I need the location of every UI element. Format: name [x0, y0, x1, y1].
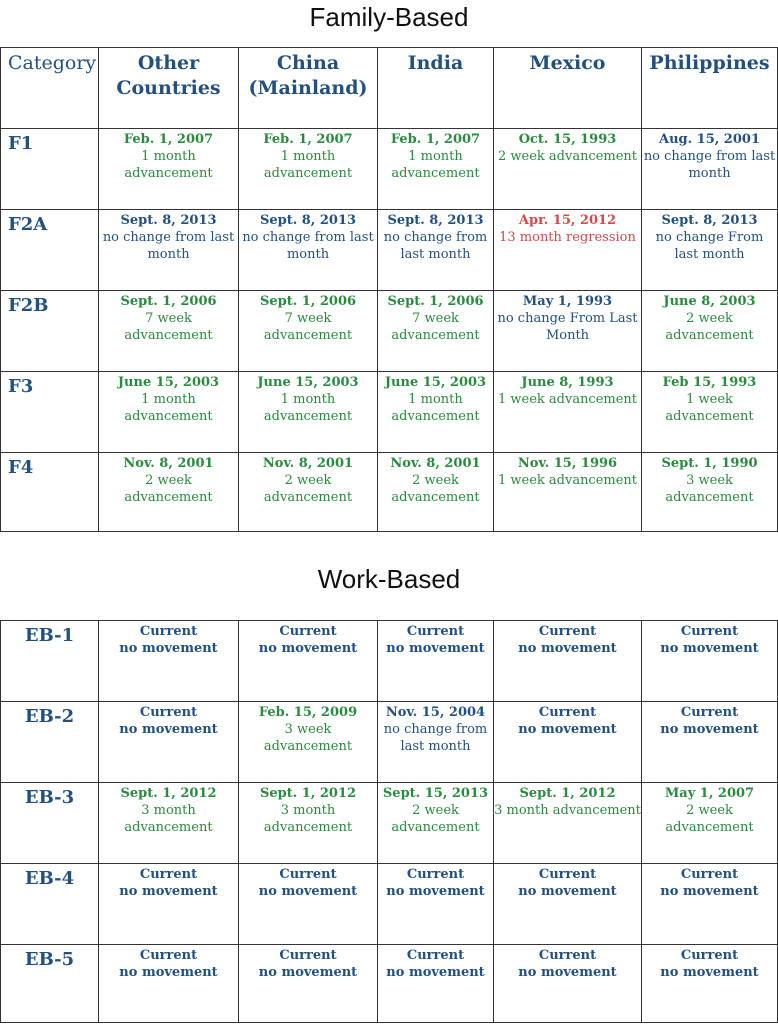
category-label: F2B [1, 291, 99, 372]
table-cell [494, 783, 642, 864]
category-label: EB-5 [1, 945, 99, 1023]
cell-date: Sept. 1, 2006 [259, 294, 357, 309]
table-cell [378, 621, 494, 702]
cell-note: no movement [518, 722, 617, 737]
table-cell [239, 210, 378, 291]
cell-date: June 15, 2003 [117, 375, 220, 390]
cell-date: Current [538, 624, 597, 639]
table-header-row [1, 48, 778, 129]
cell-note: 2 week advancement [391, 473, 480, 505]
cell-date: Current [279, 867, 337, 882]
table-cell [99, 210, 239, 291]
cell-date: Oct. 15, 1993 [518, 132, 617, 147]
cell-note: no change from last month [643, 149, 776, 181]
cell-date: Current [139, 624, 198, 639]
cell-note: 3 month advancement [124, 803, 213, 835]
cell-note: 3 week advancement [263, 722, 353, 754]
cell-date: Current [139, 705, 198, 720]
cell-note: no change from last month [383, 722, 488, 754]
table-cell [239, 945, 378, 1023]
column-header-india: India [378, 48, 494, 129]
table-cell [494, 291, 642, 372]
cell-note: 3 month advancement [494, 803, 641, 818]
table-row [1, 864, 778, 945]
table-cell [239, 129, 378, 210]
table-cell [642, 783, 778, 864]
table-cell [99, 291, 239, 372]
cell-note: 2 week advancement [124, 473, 213, 505]
table-row [1, 945, 778, 1023]
table-cell [378, 783, 494, 864]
cell-date: Feb. 1, 2007 [390, 132, 481, 147]
table-cell [239, 783, 378, 864]
cell-note: no movement [518, 884, 617, 899]
cell-note: no change From last month [655, 230, 764, 262]
table-cell [494, 702, 642, 783]
cell-date: Nov. 8, 2001 [262, 456, 354, 471]
table-cell [642, 945, 778, 1023]
column-header-category: Category [1, 48, 99, 129]
cell-date: Current [406, 948, 465, 963]
table-cell [378, 129, 494, 210]
cell-date: Nov. 8, 2001 [123, 456, 214, 471]
table-row [1, 372, 778, 453]
work-based-title: Work-Based [317, 564, 461, 594]
cell-date: Current [406, 867, 465, 882]
table-cell [99, 453, 239, 532]
category-label: EB-4 [1, 864, 99, 945]
cell-date: Current [538, 948, 597, 963]
table-cell [99, 372, 239, 453]
cell-note: no movement [386, 884, 485, 899]
table-cell [99, 702, 239, 783]
table-row [1, 210, 778, 291]
table-cell [239, 372, 378, 453]
column-header-mexico: Mexico [494, 48, 642, 129]
table-cell [642, 210, 778, 291]
cell-date: June 15, 2003 [257, 375, 359, 390]
cell-date: Sept. 8, 2013 [661, 213, 758, 228]
cell-date: Current [279, 948, 337, 963]
table-cell [494, 210, 642, 291]
cell-note: 2 week advancement [391, 803, 480, 835]
category-label: F2A [1, 210, 99, 291]
table-cell [494, 945, 642, 1023]
cell-date: Feb. 1, 2007 [263, 132, 353, 147]
cell-note: no movement [119, 965, 218, 980]
cell-note: no movement [119, 722, 218, 737]
cell-date: Sept. 15, 2013 [382, 786, 489, 801]
family-table-body [1, 129, 778, 532]
cell-note: no change from last month [102, 230, 235, 262]
cell-note: 1 month advancement [263, 392, 353, 424]
cell-date: Feb 15, 1993 [662, 375, 757, 390]
cell-date: Nov. 8, 2001 [390, 456, 481, 471]
column-header-other-countries: Other Countries [99, 48, 239, 129]
cell-note: no movement [119, 884, 218, 899]
table-cell [642, 864, 778, 945]
cell-date: Sept. 1, 2006 [120, 294, 217, 309]
table-cell [99, 864, 239, 945]
cell-date: June 8, 2003 [663, 294, 756, 309]
cell-date: Sept. 8, 2013 [259, 213, 357, 228]
cell-date: Nov. 15, 2004 [385, 705, 486, 720]
work-based-table [0, 620, 778, 1023]
cell-note: 2 week advancement [497, 149, 638, 164]
work-table-body [1, 621, 778, 1023]
table-row [1, 453, 778, 532]
cell-date: Sept. 1, 2006 [387, 294, 484, 309]
cell-note: 13 month regression [499, 230, 636, 245]
cell-note: no movement [660, 884, 759, 899]
cell-date: Apr. 15, 2012 [518, 213, 617, 228]
cell-note: 3 month advancement [263, 803, 353, 835]
cell-date: Sept. 1, 2012 [120, 786, 217, 801]
cell-note: 2 week advancement [665, 803, 754, 835]
table-cell [494, 129, 642, 210]
column-header-philippines: Philippines [642, 48, 778, 129]
cell-date: Current [680, 867, 739, 882]
category-label: F1 [1, 129, 99, 210]
table-row [1, 291, 778, 372]
table-cell [99, 621, 239, 702]
category-label: EB-1 [1, 621, 99, 702]
cell-note: no change From Last Month [497, 311, 638, 343]
cell-note: 1 month advancement [391, 392, 480, 424]
table-cell [239, 621, 378, 702]
cell-note: 1 month advancement [263, 149, 353, 181]
cell-note: no movement [518, 965, 617, 980]
cell-date: May 1, 2007 [664, 786, 755, 801]
family-based-title: Family-Based [309, 2, 469, 32]
cell-note: no change from last month [242, 230, 374, 262]
family-based-table [0, 47, 778, 532]
cell-date: Feb. 1, 2007 [123, 132, 214, 147]
cell-date: Current [538, 867, 597, 882]
cell-date: Sept. 8, 2013 [120, 213, 217, 228]
cell-date: Current [538, 705, 597, 720]
cell-note: 3 week advancement [665, 473, 754, 505]
cell-note: no movement [518, 641, 617, 656]
cell-date: Current [680, 624, 739, 639]
cell-date: June 8, 1993 [521, 375, 614, 390]
cell-date: Sept. 1, 2012 [519, 786, 616, 801]
table-cell [494, 372, 642, 453]
cell-note: 1 week advancement [497, 473, 638, 488]
table-cell [378, 210, 494, 291]
cell-note: no movement [660, 641, 759, 656]
table-cell [494, 621, 642, 702]
table-row [1, 621, 778, 702]
table-cell [642, 453, 778, 532]
cell-date: Nov. 15, 1996 [517, 456, 618, 471]
table-cell [239, 864, 378, 945]
cell-date: Current [406, 624, 465, 639]
table-row [1, 129, 778, 210]
cell-date: Current [139, 867, 198, 882]
cell-date: Current [139, 948, 198, 963]
cell-note: no movement [119, 641, 218, 656]
table-cell [99, 783, 239, 864]
column-header-china: China (Mainland) [239, 48, 378, 129]
table-cell [239, 702, 378, 783]
table-cell [378, 291, 494, 372]
cell-note: no movement [258, 965, 358, 980]
cell-note: 7 week advancement [124, 311, 213, 343]
category-label: F3 [1, 372, 99, 453]
cell-note: no change from last month [383, 230, 488, 262]
table-cell [378, 453, 494, 532]
cell-note: 7 week advancement [263, 311, 353, 343]
cell-note: 1 week advancement [665, 392, 754, 424]
table-cell [378, 702, 494, 783]
table-cell [642, 702, 778, 783]
cell-note: no movement [258, 641, 358, 656]
table-cell [642, 372, 778, 453]
cell-note: 7 week advancement [391, 311, 480, 343]
table-cell [642, 291, 778, 372]
table-cell [378, 945, 494, 1023]
cell-note: 1 month advancement [124, 149, 213, 181]
cell-note: 1 month advancement [124, 392, 213, 424]
cell-date: Current [279, 624, 337, 639]
category-label: EB-2 [1, 702, 99, 783]
table-cell [642, 129, 778, 210]
cell-note: 2 week advancement [263, 473, 353, 505]
cell-note: 2 week advancement [665, 311, 754, 343]
table-row [1, 702, 778, 783]
table-cell [494, 453, 642, 532]
table-cell [239, 291, 378, 372]
cell-note: no movement [660, 722, 759, 737]
category-label: F4 [1, 453, 99, 532]
category-label: EB-3 [1, 783, 99, 864]
cell-note: no movement [660, 965, 759, 980]
cell-date: Feb. 15, 2009 [258, 705, 358, 720]
table-cell [99, 945, 239, 1023]
cell-date: Sept. 1, 2012 [259, 786, 357, 801]
table-cell [239, 453, 378, 532]
table-cell [642, 621, 778, 702]
cell-date: Sept. 8, 2013 [387, 213, 484, 228]
cell-date: June 15, 2003 [384, 375, 487, 390]
cell-note: no movement [386, 641, 485, 656]
table-cell [378, 372, 494, 453]
cell-note: 1 week advancement [497, 392, 638, 407]
cell-date: Sept. 1, 1990 [661, 456, 758, 471]
table-cell [494, 864, 642, 945]
cell-date: Aug. 15, 2001 [658, 132, 760, 147]
table-cell [378, 864, 494, 945]
cell-note: no movement [258, 884, 358, 899]
cell-date: Current [680, 948, 739, 963]
cell-note: no movement [386, 965, 485, 980]
cell-date: Current [680, 705, 739, 720]
table-row [1, 783, 778, 864]
table-cell [99, 129, 239, 210]
cell-date: May 1, 1993 [522, 294, 613, 309]
cell-note: 1 month advancement [391, 149, 480, 181]
